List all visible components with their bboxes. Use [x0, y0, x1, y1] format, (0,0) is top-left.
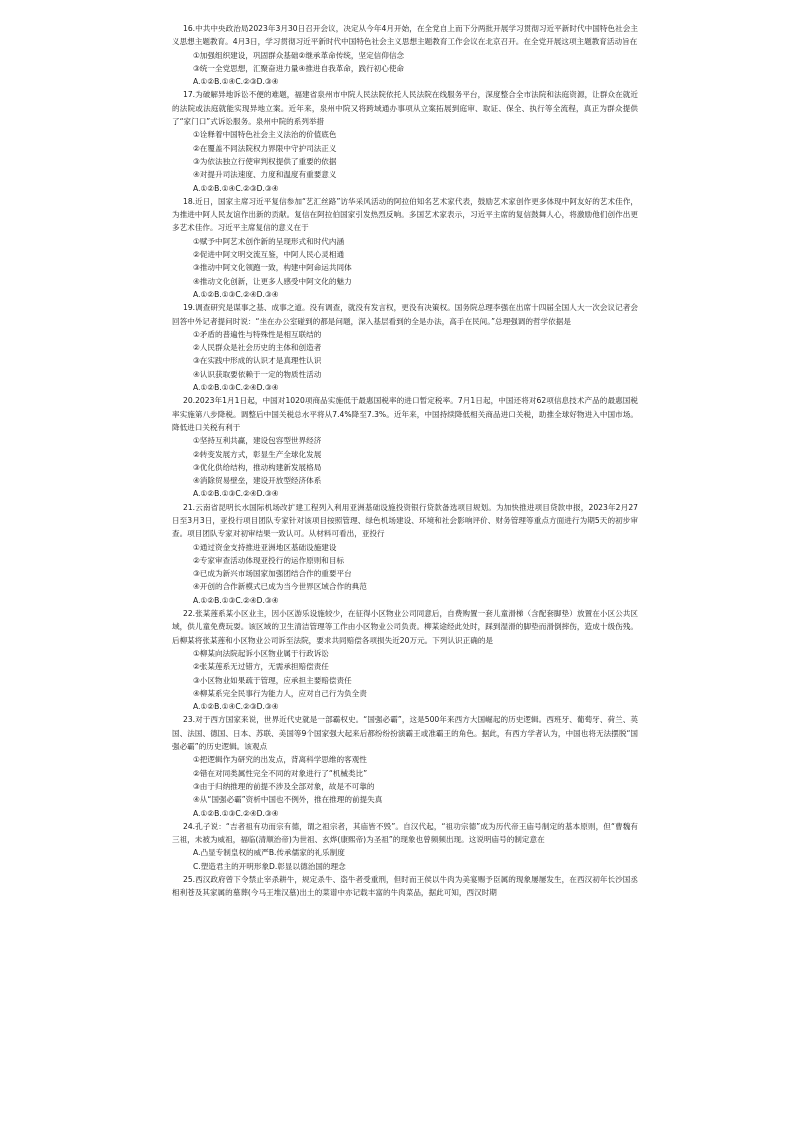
question-stem: 21.云南省昆明长水国际机场改扩建工程列入利用亚洲基础设施投资银行贷款备选项目规划。为加快推进项目贷款申报，2023年2月27日至3月3日，亚投行项目团队专家针对该项目按照管理、绿色机场建设、环境和社会影响评价、财务管理等重点方面进行为期5天的初步审查。项目团队专家对初审结果一致认可。从材料可看出，亚投行	[172, 502, 638, 539]
answer-choices: A.①②B.①③C.②④D.③④	[193, 289, 279, 299]
question-option: ④开创的合作新模式已成为当今世界区域合作的典范	[193, 582, 367, 592]
question-block	[172, 22, 638, 88]
question-option: ③优化供给结构，推动构建新发展格局	[193, 462, 322, 472]
question-option: ③推动中阿文化领跑一致，构建中阿命运共同体	[193, 263, 352, 273]
question-option: ②专家审查活动体现亚投行的运作原则和目标	[193, 555, 345, 565]
question-stem: 24.孔子说：“吉者祖有功而宗有德，谓之祖宗者，其庙皆不毁”。自汉代起，“祖功宗德”成为历代帝王庙号制定的基本原则，但“曹魏有三祖，未被为威祖，福临(清顺治帝)为世祖、玄烨(康熙帝)为圣祖”的现象也曾频频出现。这说明庙号的制定意在	[172, 821, 638, 845]
question-option: ①把逻辑作为研究的出发点，背离科学思维的客观性	[193, 755, 367, 765]
question-stem: 17.为破解异地诉讼不便的难题，福建省泉州市中院人民法院依托人民法院在线服务平台，深度整合全市法院和法庭资源，让群众在就近的法院或法庭就能实现异地立案。近年来，泉州中院又将跨域通办事项从立案拓展到庭审、取证、保全、执行等全流程，真正为群众提供了“家门口”式诉讼服务。泉州中院的系列举措	[172, 90, 638, 127]
question-block	[172, 195, 638, 301]
question-stem: 25.西汉政府曾下令禁止宰杀耕牛，规定杀牛、盗牛者受重刑，但时而王侯以牛肉为美宴赐予臣属的现象屡屡发生，在西汉初年长沙国丞相利苍及其家属的墓葬(今马王堆汉墓)出土的菜谱中亦记载丰富的牛肉菜品，据此可知，西汉时期	[172, 875, 638, 898]
question-option: ②张某莲系无过错方，无需承担赔偿责任	[193, 662, 329, 672]
question-option: ①柳某向法院起诉小区物业属于行政诉讼	[193, 648, 329, 658]
question-option: ③统一全党思想，汇聚奋进力量④推进自我革命，践行初心使命	[193, 63, 405, 73]
question-option: ①矛盾的普遍性与特殊性是相互联结的	[193, 329, 322, 339]
answer-choices: A.①②B.①③C.②④D.③④	[193, 489, 279, 499]
question-option: A.凸显专制皇权的威严B.传承儒家的礼乐制度	[193, 848, 345, 858]
question-option: ②促进中阿文明交流互鉴，中阿人民心灵相通	[193, 250, 345, 260]
question-stem: 18.近日，国家主席习近平复信参加“艺汇丝路”访华采风活动的阿拉伯知名艺术家代表，鼓励艺术家创作更多体现中阿友好的艺术佳作，为推进中阿人民友谊作出新的贡献。复信在阿拉伯国家引发热烈反响。多国艺术家表示，习近平主席的复信鼓舞人心，将激励他们创作出更多艺术佳作。习近平主席复信的意义在于	[172, 196, 638, 233]
question-option: ③已成为新兴市场国家加强团结合作的重要平台	[193, 569, 352, 579]
question-option: ④对提升司法速度、力度和温度有重要意义	[193, 170, 337, 180]
question-option: ②在覆盖不同法院权力界限中守护司法正义	[193, 143, 337, 153]
question-block	[172, 394, 638, 500]
question-option: ①加强组织建设，巩固群众基础②继承革命传统，坚定信仰信念	[193, 50, 405, 60]
question-option: ③在实践中形成的认识才是真理性认识	[193, 356, 322, 366]
answer-choices: A.①②B.①④C.②③D.③④	[193, 702, 279, 712]
question-option: ④从“国强必霸”资析中国也不例外，推在推理的前提失真	[193, 795, 383, 805]
question-block	[172, 301, 638, 394]
question-stem: 19.调查研究是谋事之基、成事之道。没有调查，就没有发言权，更没有决策权。国务院总理李强在出席十四届全国人大一次会议记者会回答中外记者提问时说：“坐在办公室碰到的都是问题，深入基层看到的全是办法，高手在民间。”总理强调的哲学依据是	[172, 303, 638, 326]
question-option: ④柳某系完全民事行为能力人，应对自己行为负全责	[193, 688, 367, 698]
question-block	[172, 820, 638, 873]
question-stem: 22.张某莲系某小区业主，因小区游乐设施较少，在征得小区物业公司同意后，自费购置一套儿童滑梯（含配套脚垫）放置在小区公共区域，供儿童免费玩耍。该区域的卫生清洁管理等工作由小区物业公司负责。柳某途经此处时，踩到湿滑的脚垫而滑倒摔伤，造成十级伤残。后柳某将张某莲和小区物业公司诉至法院，要求共同赔偿各项损失近20万元。下列认识正确的是	[172, 609, 638, 645]
question-stem: 20.2023年1月1日起，中国对1020项商品实施低于最惠国税率的进口暂定税率。7月1日起，中国还将对62项信息技术产品的最惠国税率实施第八步降税。调整后中国关税总水平将从7.4%降至7.3%。近年来，中国持续降低相关商品进口关税，助推全球好物进入中国市场。降低进口关税有利于	[172, 396, 638, 432]
question-option: ③为依法独立行使审判权提供了重要的依据	[193, 156, 337, 166]
question-block	[172, 873, 638, 900]
question-option: ①通过资金支持推进亚洲地区基础设施建设	[193, 542, 337, 552]
question-option: ②转变发展方式，彰显生产全球化发展	[193, 449, 322, 459]
answer-choices: A.①②B.①③C.②④D.③④	[193, 595, 279, 605]
question-stem: 23.对于西方国家来说，世界近代史就是一部霸权史。“国强必霸”，这是500年来西方大国崛起的历史逻辑。西班牙、葡萄牙、荷兰、英国、法国、德国、日本、苏联、美国等9个国家强大起来后都纷纷扮演霸王或准霸王的角色。据此，有西方学者认为，中国也将无法摆脱“国强必霸”的历史逻辑。该观点	[172, 715, 638, 752]
question-option: C.塑造君主的开明形象D.彰显以德治国的理念	[193, 861, 346, 871]
question-option: ①坚持互利共赢，建设包容型世界经济	[193, 436, 322, 446]
question-option: ④推动文化创新，让更多人感受中阿文化的魅力	[193, 276, 352, 286]
answer-choices: A.①②B.①③C.②④D.③④	[193, 383, 279, 393]
question-option: ①诠释着中国特色社会主义法治的价值底色	[193, 130, 337, 140]
question-block	[172, 88, 638, 194]
question-stem: 16.中共中央政治局2023年3月30日召开会议，决定从今年4月开始，在全党自上而下分两批开展学习贯彻习近平新时代中国特色社会主义思想主题教育。4月3日，学习贯彻习近平新时代中国特色社会主义思想主题教育工作会议在北京召开。在全党开展这项主题教育活动旨在	[172, 24, 638, 47]
question-block	[172, 713, 638, 819]
question-option: ③由于归纳推理的前提不涉及全部对象，故是不可靠的	[193, 781, 375, 791]
question-option: ②人民群众是社会历史的主体和创造者	[193, 343, 322, 353]
question-option: ④消除贸易壁垒，建设开放型经济体系	[193, 476, 322, 486]
answer-choices: A.①②B.①④C.②③D.③④	[193, 183, 279, 193]
question-list	[172, 22, 638, 900]
answer-choices: A.①②B.①③C.②④D.③④	[193, 808, 279, 818]
question-option: ①赋予中阿艺术创作新的呈现形式和时代内涵	[193, 236, 345, 246]
question-block	[172, 607, 638, 713]
question-block	[172, 501, 638, 607]
question-option: ③小区物业如果疏于管理，应承担主要赔偿责任	[193, 675, 352, 685]
question-option: ②错在对同类属性完全不同的对象进行了“机械类比”	[193, 768, 368, 778]
question-option: ④认识获取要依赖于一定的物质性活动	[193, 369, 322, 379]
answer-choices: A.①②B.①④C.②③D.③④	[193, 77, 279, 87]
